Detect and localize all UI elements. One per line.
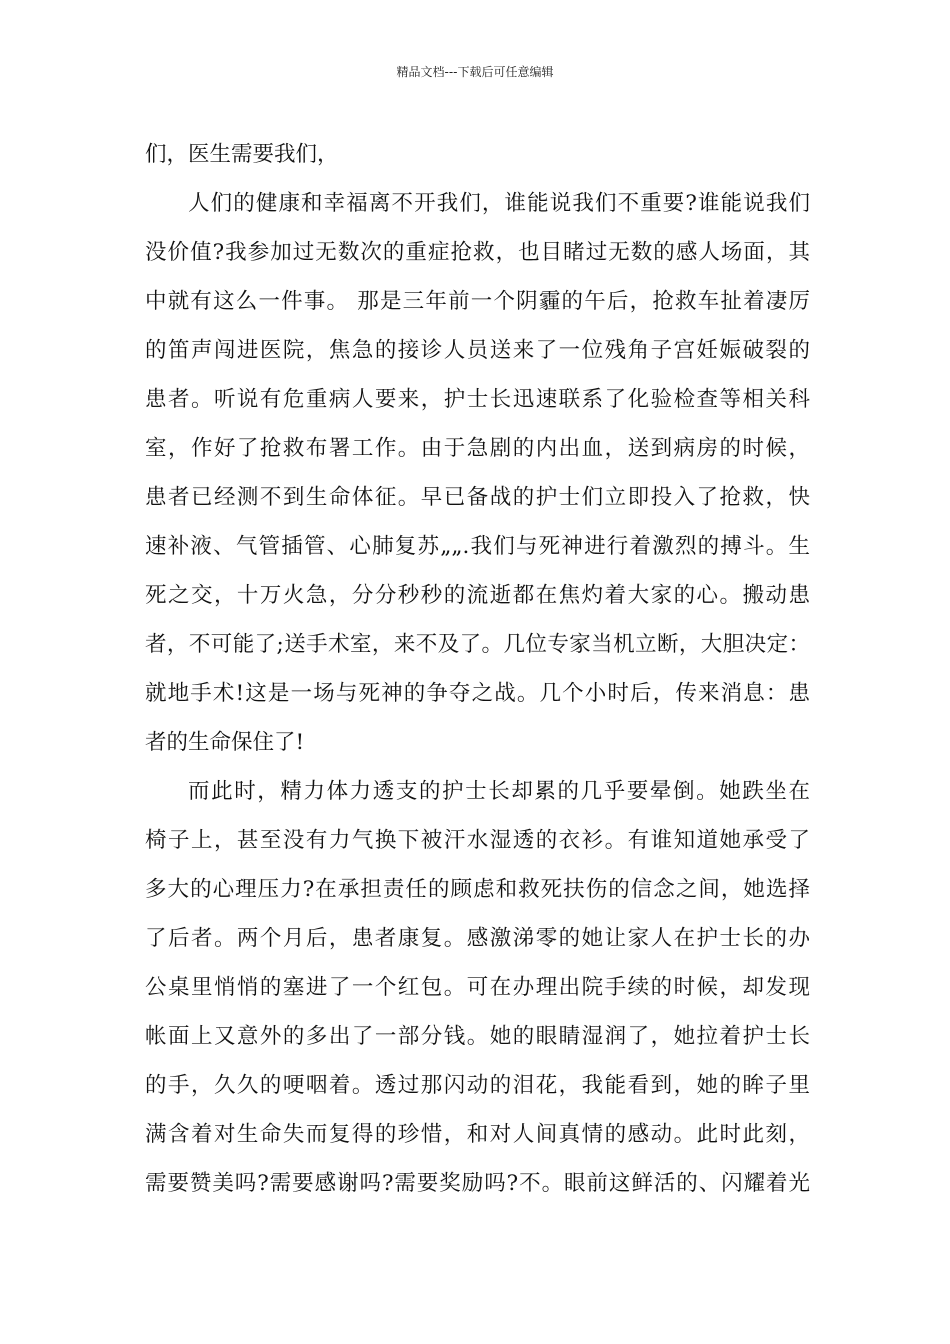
text-line: 人们的健康和幸福离不开我们，谁能说我们不重要?谁能说我们: [188, 191, 810, 216]
text-line: 室，作好了抢救布署工作。由于急剧的内出血，送到病房的时候，: [145, 436, 810, 461]
text-line: 速补液、气管插管、心肺复苏„„.我们与死神进行着激烈的搏斗。生: [145, 534, 810, 559]
text-line: 多大的心理压力?在承担责任的顾虑和救死扶伤的信念之间，她选择: [145, 877, 810, 902]
text-line: 公桌里悄悄的塞进了一个红包。可在办理出院手续的时候，却发现: [145, 975, 810, 1000]
text-line: 死之交，十万火急，分分秒秒的流逝都在焦灼着大家的心。搬动患: [145, 583, 810, 608]
text-line: 满含着对生命失而复得的珍惜，和对人间真情的感动。此时此刻，: [145, 1122, 810, 1147]
text-line: 而此时，精力体力透支的护士长却累的几乎要晕倒。她跌坐在: [188, 779, 810, 804]
text-line: 患者。听说有危重病人要来，护士长迅速联系了化验检查等相关科: [145, 387, 810, 412]
text-line: 帐面上又意外的多出了一部分钱。她的眼睛湿润了，她拉着护士长: [145, 1024, 810, 1049]
text-line: 中就有这么一件事。 那是三年前一个阴霾的午后，抢救车扯着凄厉: [145, 289, 810, 314]
text-line: 的笛声闯进医院，焦急的接诊人员送来了一位残角子宫妊娠破裂的: [145, 338, 810, 363]
text-line: 需要赞美吗?需要感谢吗?需要奖励吗?不。眼前这鲜活的、闪耀着光: [145, 1171, 810, 1196]
text-line: 的手，久久的哽咽着。透过那闪动的泪花，我能看到，她的眸子里: [145, 1073, 810, 1098]
text-line: 者的生命保住了!: [145, 730, 305, 755]
text-line: 们，医生需要我们，: [145, 142, 339, 167]
text-line: 患者已经测不到生命体征。早已备战的护士们立即投入了抢救，快: [145, 485, 810, 510]
text-line: 了后者。两个月后，患者康复。感激涕零的她让家人在护士长的办: [145, 926, 810, 951]
text-line: 椅子上，甚至没有力气换下被汗水湿透的衣衫。有谁知道她承受了: [145, 828, 810, 853]
page-header: 精品文档---下载后可任意编辑: [396, 65, 554, 79]
text-line: 者，不可能了;送手术室，来不及了。几位专家当机立断，大胆决定：: [145, 632, 810, 657]
text-line: 就地手术!这是一场与死神的争夺之战。几个小时后，传来消息：患: [145, 681, 810, 706]
text-line: 没价值?我参加过无数次的重症抢救，也目睹过无数的感人场面，其: [145, 240, 810, 265]
document-body: [145, 130, 810, 1208]
